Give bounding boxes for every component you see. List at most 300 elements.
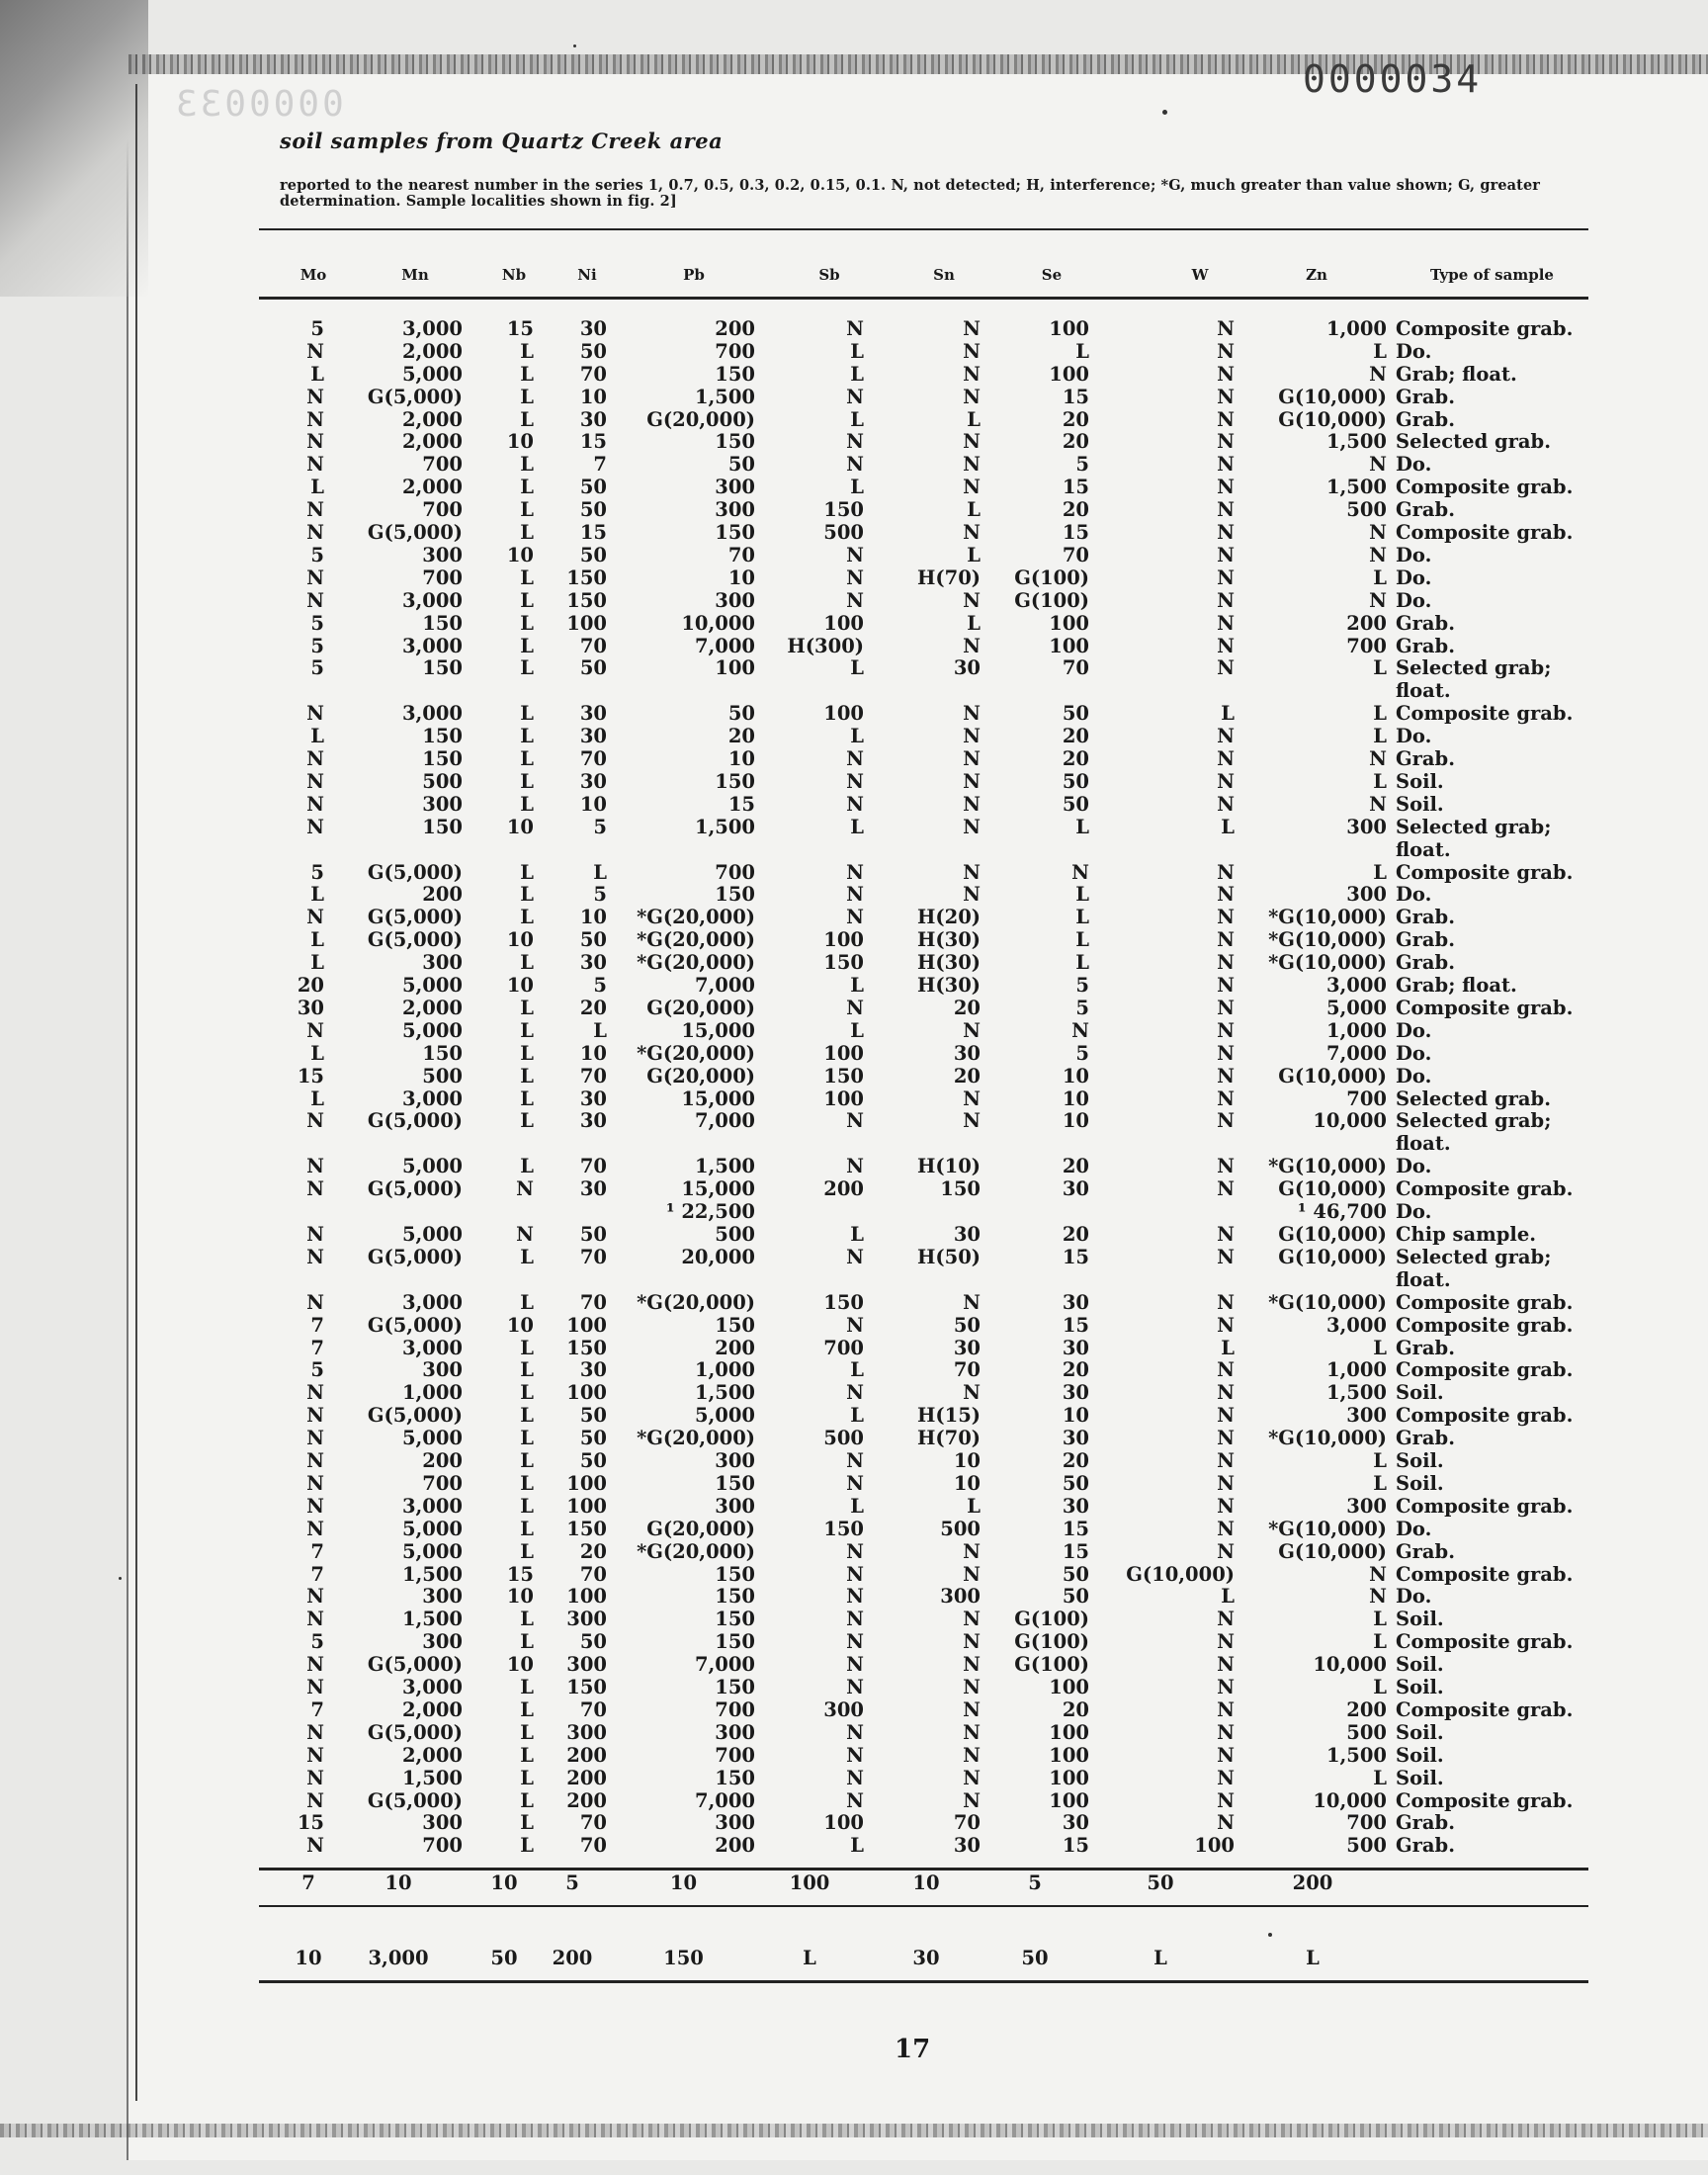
cell-se: 50 xyxy=(1062,1472,1089,1495)
cell-mo: N xyxy=(306,430,324,453)
cell-zn: 1,000 xyxy=(1325,1358,1387,1381)
cell-pb: 150 xyxy=(715,1630,755,1653)
cell-sn: 30 xyxy=(953,1337,981,1359)
cell-sb: 100 xyxy=(823,1042,864,1065)
cell-sb: 150 xyxy=(823,498,864,521)
cell-type: Soil. xyxy=(1396,1744,1444,1767)
cell-w: N xyxy=(1217,1358,1235,1381)
cell-nb: L xyxy=(520,1789,534,1812)
cell-sb: N xyxy=(846,883,864,906)
cell-mo: N xyxy=(306,1291,324,1314)
cell-ni: 200 xyxy=(566,1744,607,1767)
cell-sb: 150 xyxy=(823,1065,864,1088)
cell-pb: *G(20,000) xyxy=(637,1540,755,1563)
cell-mo: N xyxy=(306,1767,324,1789)
cell-se: G(100) xyxy=(1014,589,1089,612)
cell-mn: 5,000 xyxy=(401,1427,463,1449)
cell-mn: 3,000 xyxy=(401,1088,463,1110)
cell-sb: N xyxy=(846,861,864,884)
cell-sn: L xyxy=(967,1495,981,1518)
cell-w: N xyxy=(1217,997,1235,1019)
cell-mo: 30 xyxy=(297,997,324,1019)
cell-mn: 1,500 xyxy=(401,1608,463,1630)
cell-w: N xyxy=(1217,656,1235,679)
cell-type: Composite grab. xyxy=(1396,1630,1574,1653)
table-row xyxy=(259,1247,1588,1268)
cell-mo: N xyxy=(306,770,324,793)
cell-ni: 150 xyxy=(566,589,607,612)
cell-sn: N xyxy=(963,1744,981,1767)
cell-sn: 30 xyxy=(953,656,981,679)
cell-pb: 700 xyxy=(715,1698,755,1721)
cell-pb: 150 xyxy=(715,1314,755,1337)
cell-w: N xyxy=(1217,476,1235,498)
cell-sn: N xyxy=(963,702,981,725)
cell-pb: 7,000 xyxy=(694,635,755,657)
cell-mo: N xyxy=(306,1744,324,1767)
cell-mo: 7 xyxy=(310,1563,324,1586)
cell-type: Selected grab; xyxy=(1396,816,1552,838)
header-zn: Zn xyxy=(1306,266,1327,284)
cell-mo: L xyxy=(310,1042,324,1065)
cell-se: L xyxy=(1075,340,1089,363)
cell-mn: 150 xyxy=(422,656,463,679)
cell-se: G(100) xyxy=(1014,1653,1089,1676)
cell-zn: 300 xyxy=(1346,883,1387,906)
table-row xyxy=(259,975,1588,997)
cell-pb: 1,500 xyxy=(694,1381,755,1404)
cell-pb: 20,000 xyxy=(681,1246,755,1268)
cell-mo: N xyxy=(306,1246,324,1268)
cell-mn: 500 xyxy=(422,770,463,793)
cell-nb: L xyxy=(520,1246,534,1268)
bottom-scan-edge xyxy=(0,2124,1708,2137)
cell-mn: G(5,000) xyxy=(367,906,463,928)
cell-type: Grab. xyxy=(1396,635,1455,657)
cell-type: Composite grab. xyxy=(1396,1177,1574,1200)
cell-mo: N xyxy=(306,1472,324,1495)
cell-sb: N xyxy=(846,1721,864,1744)
cell-sn: N xyxy=(963,1109,981,1132)
cell-mo: 15 xyxy=(297,1811,324,1834)
cell-mo: N xyxy=(306,521,324,544)
table-row xyxy=(259,657,1588,679)
table-row xyxy=(259,613,1588,635)
cell-zn: 300 xyxy=(1346,1495,1387,1518)
table-row xyxy=(259,862,1588,884)
cell-pb: 300 xyxy=(715,498,755,521)
cell-zn: *G(10,000) xyxy=(1268,928,1387,951)
cell-nb: L xyxy=(520,1811,534,1834)
cell-zn: 500 xyxy=(1346,498,1387,521)
cell-ni: 70 xyxy=(579,1834,607,1857)
header-nb: Nb xyxy=(501,266,527,284)
table-row xyxy=(259,1315,1588,1337)
cell-w: N xyxy=(1217,1381,1235,1404)
cell-type: Composite grab. xyxy=(1396,1789,1574,1812)
cell-se: 30 xyxy=(1062,1495,1089,1518)
cell-type: Grab. xyxy=(1396,1337,1455,1359)
cell-mo: N xyxy=(306,1676,324,1698)
cell-se: L xyxy=(1075,928,1089,951)
cell-sb: N xyxy=(846,1472,864,1495)
cell-type: Do. xyxy=(1396,883,1432,906)
cell-se: 50 xyxy=(1062,1585,1089,1608)
cell-nb: 10 xyxy=(506,1653,534,1676)
cell-sb: 100 xyxy=(823,702,864,725)
cell-type: Grab. xyxy=(1396,1427,1455,1449)
cell-w: N xyxy=(1217,1177,1235,1200)
cell-ni: 50 xyxy=(579,1427,607,1449)
cell-pb: 7,000 xyxy=(694,1789,755,1812)
cell-ni: 50 xyxy=(579,1630,607,1653)
table-row xyxy=(259,1043,1588,1065)
cell-pb: 15,000 xyxy=(681,1177,755,1200)
table-row xyxy=(259,1496,1588,1518)
cell-ni: 30 xyxy=(579,317,607,340)
cell-pb: 200 xyxy=(715,317,755,340)
cell-sn: N xyxy=(963,453,981,476)
cell-type: Grab. xyxy=(1396,498,1455,521)
table-note-line-2: determination. Sample localities shown in fig. 2] xyxy=(280,193,677,210)
cell-type: Chip sample. xyxy=(1396,1223,1537,1246)
cell-type: Grab. xyxy=(1396,1834,1455,1857)
cell-zn: *G(10,000) xyxy=(1268,1427,1387,1449)
cell-ni: 30 xyxy=(579,951,607,974)
cell-mn: 5,000 xyxy=(401,1155,463,1177)
cell-sb: N xyxy=(846,1653,864,1676)
cell-mn: 150 xyxy=(422,816,463,838)
table-row xyxy=(259,1699,1588,1721)
cell-ni: 150 xyxy=(566,566,607,589)
cell-se: 100 xyxy=(1049,317,1089,340)
cell-sb: N xyxy=(846,1744,864,1767)
cell-mo: 5 xyxy=(310,1358,324,1381)
cell-zn: 300 xyxy=(1346,1404,1387,1427)
rule-header xyxy=(259,297,1588,300)
cell-pb: 300 xyxy=(715,589,755,612)
cell-mo: N xyxy=(306,1449,324,1472)
cell-pb: 300 xyxy=(715,1811,755,1834)
cell-zn: *G(10,000) xyxy=(1268,906,1387,928)
scan-speck xyxy=(1162,110,1167,115)
cell-ni: 200 xyxy=(566,1789,607,1812)
table-row xyxy=(259,1292,1588,1314)
total-zn: L xyxy=(1306,1947,1320,1969)
cell-se: N xyxy=(1071,1019,1089,1042)
cell-zn: G(10,000) xyxy=(1278,1177,1387,1200)
cell-zn: *G(10,000) xyxy=(1268,1155,1387,1177)
cell-sn: H(30) xyxy=(916,928,981,951)
total-se: 5 xyxy=(1028,1871,1042,1894)
cell-nb: L xyxy=(520,1518,534,1540)
cell-type: Composite grab. xyxy=(1396,317,1574,340)
cell-mn: 2,000 xyxy=(401,476,463,498)
cell-pb: 1,500 xyxy=(694,816,755,838)
cell-mo: N xyxy=(306,1109,324,1132)
cell-mn: 5,000 xyxy=(401,1540,463,1563)
cell-nb: L xyxy=(520,1427,534,1449)
cell-type: Composite grab. xyxy=(1396,1358,1574,1381)
cell-nb: L xyxy=(520,386,534,408)
cell-se: 20 xyxy=(1062,1698,1089,1721)
cell-mo: N xyxy=(306,1223,324,1246)
cell-mo: N xyxy=(306,702,324,725)
table-row xyxy=(259,477,1588,498)
cell-sb: N xyxy=(846,1789,864,1812)
cell-pb: G(20,000) xyxy=(646,997,755,1019)
cell-se: 15 xyxy=(1062,1834,1089,1857)
cell-nb: L xyxy=(520,1042,534,1065)
cell-mn: 500 xyxy=(422,1065,463,1088)
rule-totals-2 xyxy=(259,1905,1588,1907)
cell-mn: 150 xyxy=(422,1042,463,1065)
folded-corner xyxy=(0,0,148,297)
cell-nb: L xyxy=(520,997,534,1019)
cell-pb: 50 xyxy=(727,453,755,476)
cell-zn: 200 xyxy=(1346,1698,1387,1721)
cell-zn: N xyxy=(1369,793,1387,816)
cell-se: G(100) xyxy=(1014,566,1089,589)
total-nb: 50 xyxy=(490,1947,518,1969)
cell-mo: 5 xyxy=(310,544,324,566)
cell-sn: N xyxy=(963,1653,981,1676)
table-row xyxy=(259,1178,1588,1200)
cell-mn: 3,000 xyxy=(401,1337,463,1359)
cell-w: N xyxy=(1217,1155,1235,1177)
cell-mn: 5,000 xyxy=(401,1019,463,1042)
cell-zn: N xyxy=(1369,544,1387,566)
cell-sb: N xyxy=(846,1246,864,1268)
cell-se: 10 xyxy=(1062,1088,1089,1110)
cell-mo: 20 xyxy=(297,974,324,997)
cell-type: Composite grab. xyxy=(1396,1404,1574,1427)
cell-ni: 30 xyxy=(579,408,607,431)
cell-sn: 30 xyxy=(953,1042,981,1065)
cell-sb: N xyxy=(846,1585,864,1608)
cell-mn: 2,000 xyxy=(401,1698,463,1721)
cell-sb: N xyxy=(846,589,864,612)
cell-w: N xyxy=(1217,770,1235,793)
cell-ni: 50 xyxy=(579,544,607,566)
cell-type: Do. xyxy=(1396,1585,1432,1608)
cell-sb: 150 xyxy=(823,951,864,974)
cell-mn: 150 xyxy=(422,725,463,747)
table-row xyxy=(259,1519,1588,1540)
cell-mn: 300 xyxy=(422,1630,463,1653)
cell-zn: 700 xyxy=(1346,1088,1387,1110)
cell-zn: 3,000 xyxy=(1325,1314,1387,1337)
cell-mo: 5 xyxy=(310,612,324,635)
cell-zn: L xyxy=(1373,656,1387,679)
cell-mn: 2,000 xyxy=(401,1744,463,1767)
cell-zn: L xyxy=(1373,1630,1387,1653)
cell-pb: 700 xyxy=(715,861,755,884)
cell-se: 30 xyxy=(1062,1427,1089,1449)
cell-sn: N xyxy=(963,317,981,340)
cell-sb: N xyxy=(846,317,864,340)
cell-sn: N xyxy=(963,521,981,544)
cell-nb: L xyxy=(520,1767,534,1789)
cell-w: L xyxy=(1221,816,1235,838)
cell-pb: 150 xyxy=(715,430,755,453)
cell-type: Composite grab. xyxy=(1396,1495,1574,1518)
cell-type: Do. xyxy=(1396,544,1432,566)
cell-mn: 150 xyxy=(422,612,463,635)
cell-ni: 50 xyxy=(579,1449,607,1472)
cell-type: Selected grab; xyxy=(1396,1246,1552,1268)
cell-sn: N xyxy=(963,1088,981,1110)
cell-mn: 3,000 xyxy=(401,1676,463,1698)
cell-mo: N xyxy=(306,816,324,838)
cell-sn: N xyxy=(963,589,981,612)
cell-ni: 5 xyxy=(593,974,607,997)
cell-w: N xyxy=(1217,793,1235,816)
cell-type: Selected grab; xyxy=(1396,656,1552,679)
cell-nb: L xyxy=(520,1698,534,1721)
table-row xyxy=(259,748,1588,770)
cell-sn: N xyxy=(963,883,981,906)
cell-mn: G(5,000) xyxy=(367,928,463,951)
cell-ni: 10 xyxy=(579,906,607,928)
cell-se: 20 xyxy=(1062,1358,1089,1381)
cell-mn: 5,000 xyxy=(401,1518,463,1540)
cell-sb: L xyxy=(850,1834,864,1857)
cell-mn: 700 xyxy=(422,453,463,476)
cell-mn: G(5,000) xyxy=(367,1404,463,1427)
table-row xyxy=(259,1835,1588,1857)
cell-sb: 500 xyxy=(823,1427,864,1449)
cell-sb: N xyxy=(846,747,864,770)
table-row xyxy=(259,1654,1588,1676)
cell-sn: H(30) xyxy=(916,951,981,974)
cell-zn: 1,000 xyxy=(1325,317,1387,340)
total-mo: 10 xyxy=(295,1947,322,1969)
cell-zn: L xyxy=(1373,1449,1387,1472)
cell-mo: N xyxy=(306,589,324,612)
cell-ni: 50 xyxy=(579,656,607,679)
cell-type: Selected grab; xyxy=(1396,1109,1552,1132)
cell-ni: 50 xyxy=(579,1404,607,1427)
cell-zn: 3,000 xyxy=(1325,974,1387,997)
cell-pb: 70 xyxy=(727,544,755,566)
table-row xyxy=(259,817,1588,838)
cell-mo: 5 xyxy=(310,656,324,679)
cell-sb: L xyxy=(850,1223,864,1246)
cell-se: 20 xyxy=(1062,747,1089,770)
cell-type: float. xyxy=(1396,1132,1451,1155)
cell-pb: 300 xyxy=(715,1721,755,1744)
cell-type: Grab. xyxy=(1396,747,1455,770)
cell-se: 100 xyxy=(1049,635,1089,657)
cell-sn: L xyxy=(967,498,981,521)
cell-nb: 10 xyxy=(506,928,534,951)
cell-sn: N xyxy=(963,793,981,816)
cell-nb: L xyxy=(520,1495,534,1518)
cell-se: 30 xyxy=(1062,1811,1089,1834)
cell-sn: N xyxy=(963,1019,981,1042)
cell-type: Soil. xyxy=(1396,1381,1444,1404)
cell-ni: 300 xyxy=(566,1653,607,1676)
cell-type: Grab. xyxy=(1396,1540,1455,1563)
cell-ni: 30 xyxy=(579,1358,607,1381)
cell-w: N xyxy=(1217,928,1235,951)
cell-se: 20 xyxy=(1062,725,1089,747)
cell-ni: 70 xyxy=(579,1155,607,1177)
table-row xyxy=(259,1586,1588,1608)
cell-type: Soil. xyxy=(1396,1608,1444,1630)
cell-sb: N xyxy=(846,566,864,589)
cell-pb: 150 xyxy=(715,521,755,544)
cell-type: Grab. xyxy=(1396,386,1455,408)
table-row xyxy=(259,1201,1588,1223)
cell-type: Composite grab. xyxy=(1396,1698,1574,1721)
cell-ni: 7 xyxy=(593,453,607,476)
cell-se: 70 xyxy=(1062,544,1089,566)
cell-nb: L xyxy=(520,883,534,906)
cell-pb: 100 xyxy=(715,656,755,679)
cell-mo: L xyxy=(310,883,324,906)
cell-w: N xyxy=(1217,1088,1235,1110)
cell-type: float. xyxy=(1396,838,1451,861)
cell-mo: N xyxy=(306,1019,324,1042)
cell-mo: L xyxy=(310,725,324,747)
cell-sb: 700 xyxy=(823,1337,864,1359)
cell-pb: 150 xyxy=(715,883,755,906)
table-row xyxy=(259,387,1588,408)
cell-pb: 150 xyxy=(715,1608,755,1630)
cell-w: N xyxy=(1217,1495,1235,1518)
cell-type: Composite grab. xyxy=(1396,861,1574,884)
cell-type: Grab; float. xyxy=(1396,363,1517,386)
cell-pb: 150 xyxy=(715,1563,755,1586)
cell-zn: 500 xyxy=(1346,1834,1387,1857)
cell-pb: 150 xyxy=(715,1585,755,1608)
cell-sb: N xyxy=(846,770,864,793)
cell-w: N xyxy=(1217,1427,1235,1449)
total-pb: 150 xyxy=(663,1947,704,1969)
cell-ni: 100 xyxy=(566,612,607,635)
cell-mn: 5,000 xyxy=(401,1223,463,1246)
cell-w: L xyxy=(1221,702,1235,725)
cell-w: N xyxy=(1217,386,1235,408)
total-pb: 10 xyxy=(669,1871,698,1894)
cell-ni: 70 xyxy=(579,747,607,770)
cell-ni: 30 xyxy=(579,1088,607,1110)
cell-w: N xyxy=(1217,1676,1235,1698)
cell-sb: N xyxy=(846,906,864,928)
cell-w: N xyxy=(1217,1449,1235,1472)
cell-pb: ¹ 22,500 xyxy=(666,1200,755,1223)
cell-nb: L xyxy=(520,1404,534,1427)
cell-mo: N xyxy=(306,906,324,928)
cell-zn: 10,000 xyxy=(1313,1789,1387,1812)
cell-sn: N xyxy=(963,1630,981,1653)
cell-sn: H(70) xyxy=(916,566,981,589)
table-row xyxy=(259,1450,1588,1472)
cell-type: Do. xyxy=(1396,589,1432,612)
table-row xyxy=(259,1745,1588,1767)
cell-se: L xyxy=(1075,816,1089,838)
cell-sn: N xyxy=(963,747,981,770)
cell-mn: 300 xyxy=(422,793,463,816)
cell-mn: 3,000 xyxy=(401,589,463,612)
cell-type: Soil. xyxy=(1396,1721,1444,1744)
cell-sn: N xyxy=(963,635,981,657)
cell-sb: L xyxy=(850,816,864,838)
cell-pb: 7,000 xyxy=(694,974,755,997)
cell-zn: N xyxy=(1369,1563,1387,1586)
